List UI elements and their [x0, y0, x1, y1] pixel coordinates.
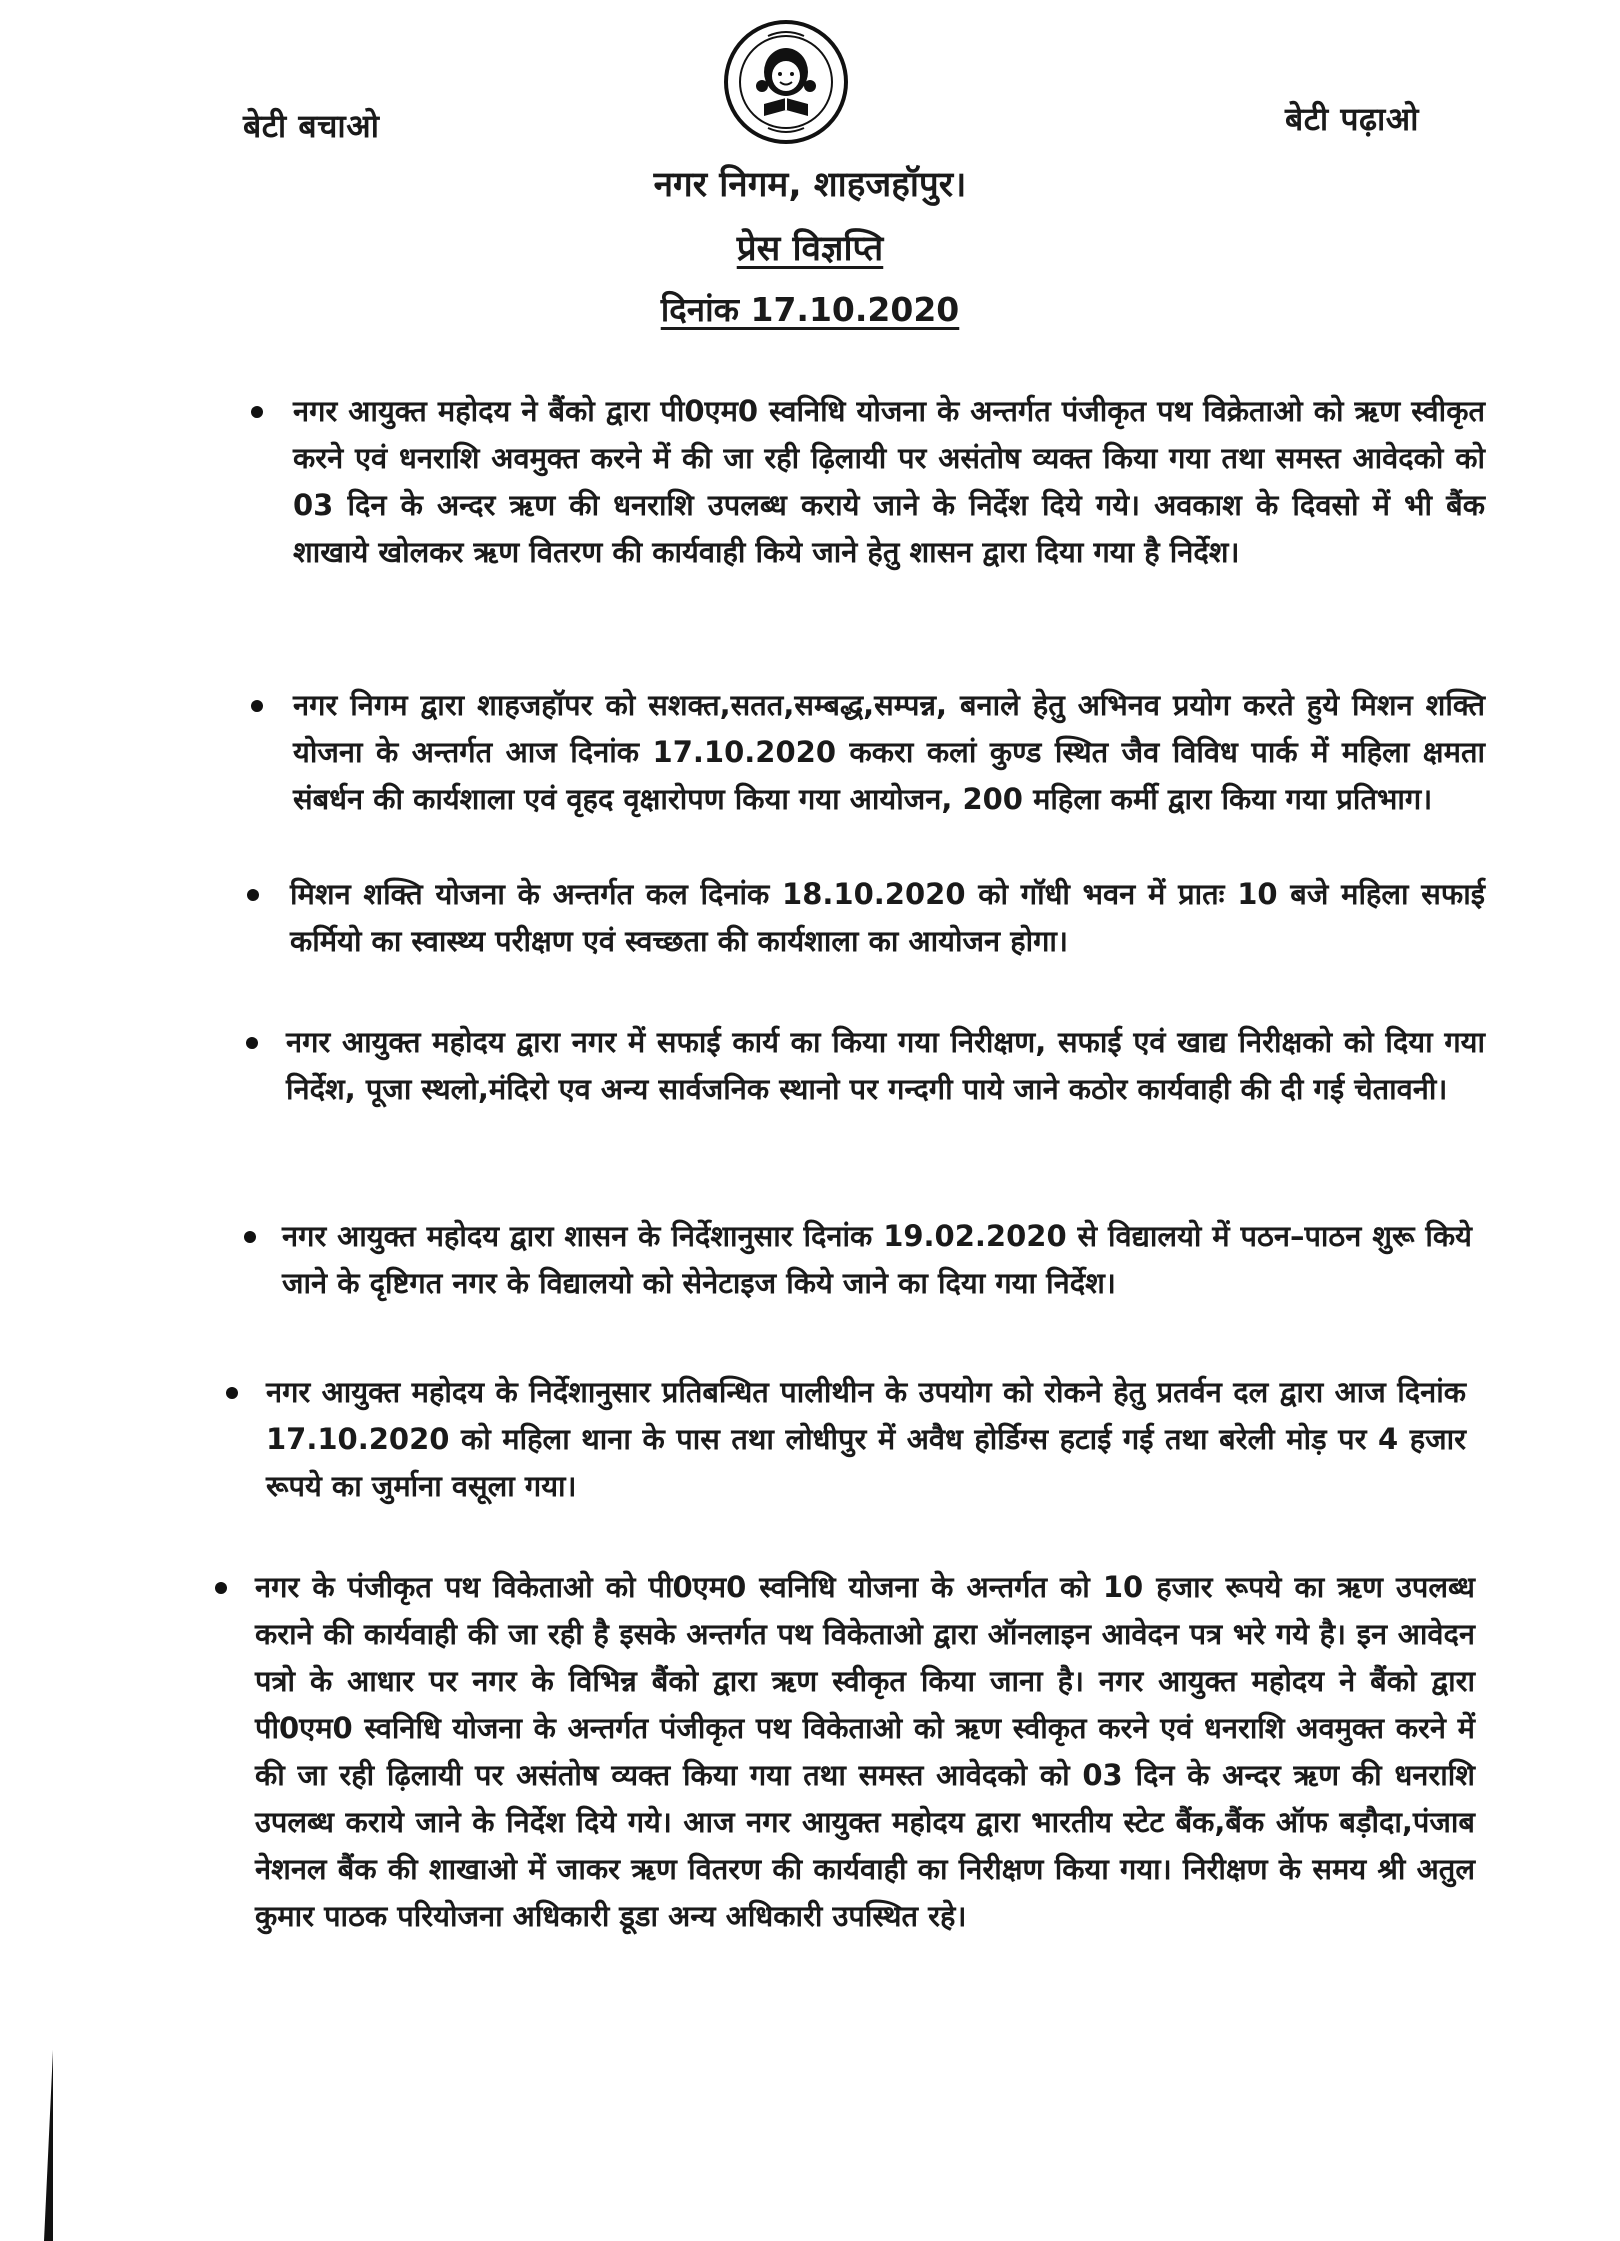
slogan-left: बेटी बचाओ [243, 107, 380, 145]
organization-title: नगर निगम, शाहजहॉपुर। [653, 165, 967, 205]
bullet-dot-icon [215, 1582, 227, 1594]
bullet-dot-icon [244, 1231, 256, 1243]
bullet-dot-icon [251, 700, 263, 712]
bullet-dot-icon [251, 406, 263, 418]
bullet-text: नगर निगम द्वारा शाहजहॉपर को सशक्त,सतत,सम्बद्ध,सम्पन्न, बनाले हेतु अभिनव प्रयोग करते हुये मिशन शक्ति योजना के अन्तर्गत आज दिनांक 17.10.2020 ककरा कलां कुण्ड स्थित जैव विविध पार्क में महिला क्षमता संबर्धन की कार्यशाला एवं वृहद वृक्षारोपण किया गया आयोजन, 200 महिला कर्मी द्वारा किया गया प्रतिभाग। [293, 688, 1485, 816]
press-release-title: प्रेस विज्ञप्ति [736, 229, 884, 269]
bullet-item-health-checkup [290, 871, 1485, 965]
bullet-item-mission-shakti-workshop [293, 682, 1485, 823]
beti-bachao-logo-icon [722, 18, 850, 146]
bullet-item-svanidhi-inspection [255, 1564, 1475, 1940]
bullet-text: नगर आयुक्त महोदय द्वारा नगर में सफाई कार्य का किया गया निरीक्षण, सफाई एवं खाद्य निरीक्षको को दिया गया निर्देश, पूजा स्थलो,मंदिरो एव अन्य सार्वजनिक स्थानो पर गन्दगी पाये जाने कठोर कार्यवाही की दी गई चेतावनी। [286, 1025, 1485, 1106]
bullet-dot-icon [246, 1037, 258, 1049]
slogan-right: बेटी पढ़ाओ [1285, 100, 1420, 138]
bullet-text: मिशन शक्ति योजना के अन्तर्गत कल दिनांक 18.10.2020 को गॉधी भवन में प्रातः 10 बजे महिला सफाई कर्मियो का स्वास्थ्य परीक्षण एवं स्वच्छता की कार्यशाला का आयोजन होगा। [290, 877, 1485, 958]
bullet-text: नगर आयुक्त महोदय ने बैंको द्वारा पी0एम0 स्वनिधि योजना के अन्तर्गत पंजीकृत पथ विक्रेताओ को ऋण स्वीकृत करने एवं धनराशि अवमुक्त करने में की जा रही ढ़िलायी पर असंतोष व्यक्त किया गया तथा समस्त आवेदको को 03 दिन के अन्दर ऋण की धनराशि उपलब्ध कराये जाने के निर्देश दिये गये। अवकाश के दिवसो में भी बैंक शाखाये खोलकर ऋण वितरण की कार्यवाही किये जाने हेतु शासन द्वारा दिया गया है निर्देश। [293, 394, 1485, 569]
bullet-text: नगर के पंजीकृत पथ विकेताओ को पी0एम0 स्वनिधि योजना के अन्तर्गत को 10 हजार रूपये का ऋण उपलब्ध कराने की कार्यवाही की जा रही है इसके अन्तर्गत पथ विकेताओ द्वारा ऑनलाइन आवेदन पत्र भरे गये है। इन आवेदन पत्रो के आधार पर नगर के विभिन्न बैंको द्वारा ऋण स्वीकृत किया जाना है। नगर आयुक्त महोदय ने बैंको द्वारा पी0एम0 स्वनिधि योजना के अन्तर्गत पंजीकृत पथ विकेताओ को ऋण स्वीकृत करने एवं धनराशि अवमुक्त करने में की जा रही ढ़िलायी पर असंतोष व्यक्त किया गया तथा समस्त आवेदको को 03 दिन के अन्दर ऋण की धनराशि उपलब्ध कराये जाने के निर्देश दिये गये। आज नगर आयुक्त महोदय द्वारा भारतीय स्टेट बैंक,बैंक ऑफ बड़ौदा,पंजाब नेशनल बैंक की शाखाओ में जाकर ऋण वितरण की कार्यवाही का निरीक्षण किया गया। निरीक्षण के समय श्री अतुल कुमार पाठक परियोजना अधिकारी डूडा अन्य अधिकारी उपस्थित रहे। [255, 1570, 1475, 1933]
release-date: दिनांक 17.10.2020 [660, 290, 960, 329]
bullet-item-cleanliness-inspection [286, 1019, 1485, 1113]
scan-edge-mark [44, 2050, 53, 2241]
bullet-item-school-sanitization [282, 1213, 1472, 1307]
bullet-dot-icon [226, 1387, 238, 1399]
bullet-text: नगर आयुक्त महोदय द्वारा शासन के निर्देशानुसार दिनांक 19.02.2020 से विद्यालयो में पठन–पाठन शुरू किये जाने के दृष्टिगत नगर के विद्यालयो को सेनेटाइज किये जाने का दिया गया निर्देश। [282, 1219, 1472, 1300]
bullet-text: नगर आयुक्त महोदय के निर्देशानुसार प्रतिबन्धित पालीथीन के उपयोग को रोकने हेतु प्रतर्वन दल द्वारा आज दिनांक 17.10.2020 को महिला थाना के पास तथा लोधीपुर में अवैध होर्डिग्स हटाई गई तथा बरेली मोड़ पर 4 हजार रूपये का जुर्माना वसूला गया। [266, 1375, 1466, 1503]
bullet-item-polythene-fine [266, 1369, 1466, 1510]
bullet-dot-icon [247, 889, 259, 901]
bullet-item-loan-instructions [293, 388, 1485, 576]
